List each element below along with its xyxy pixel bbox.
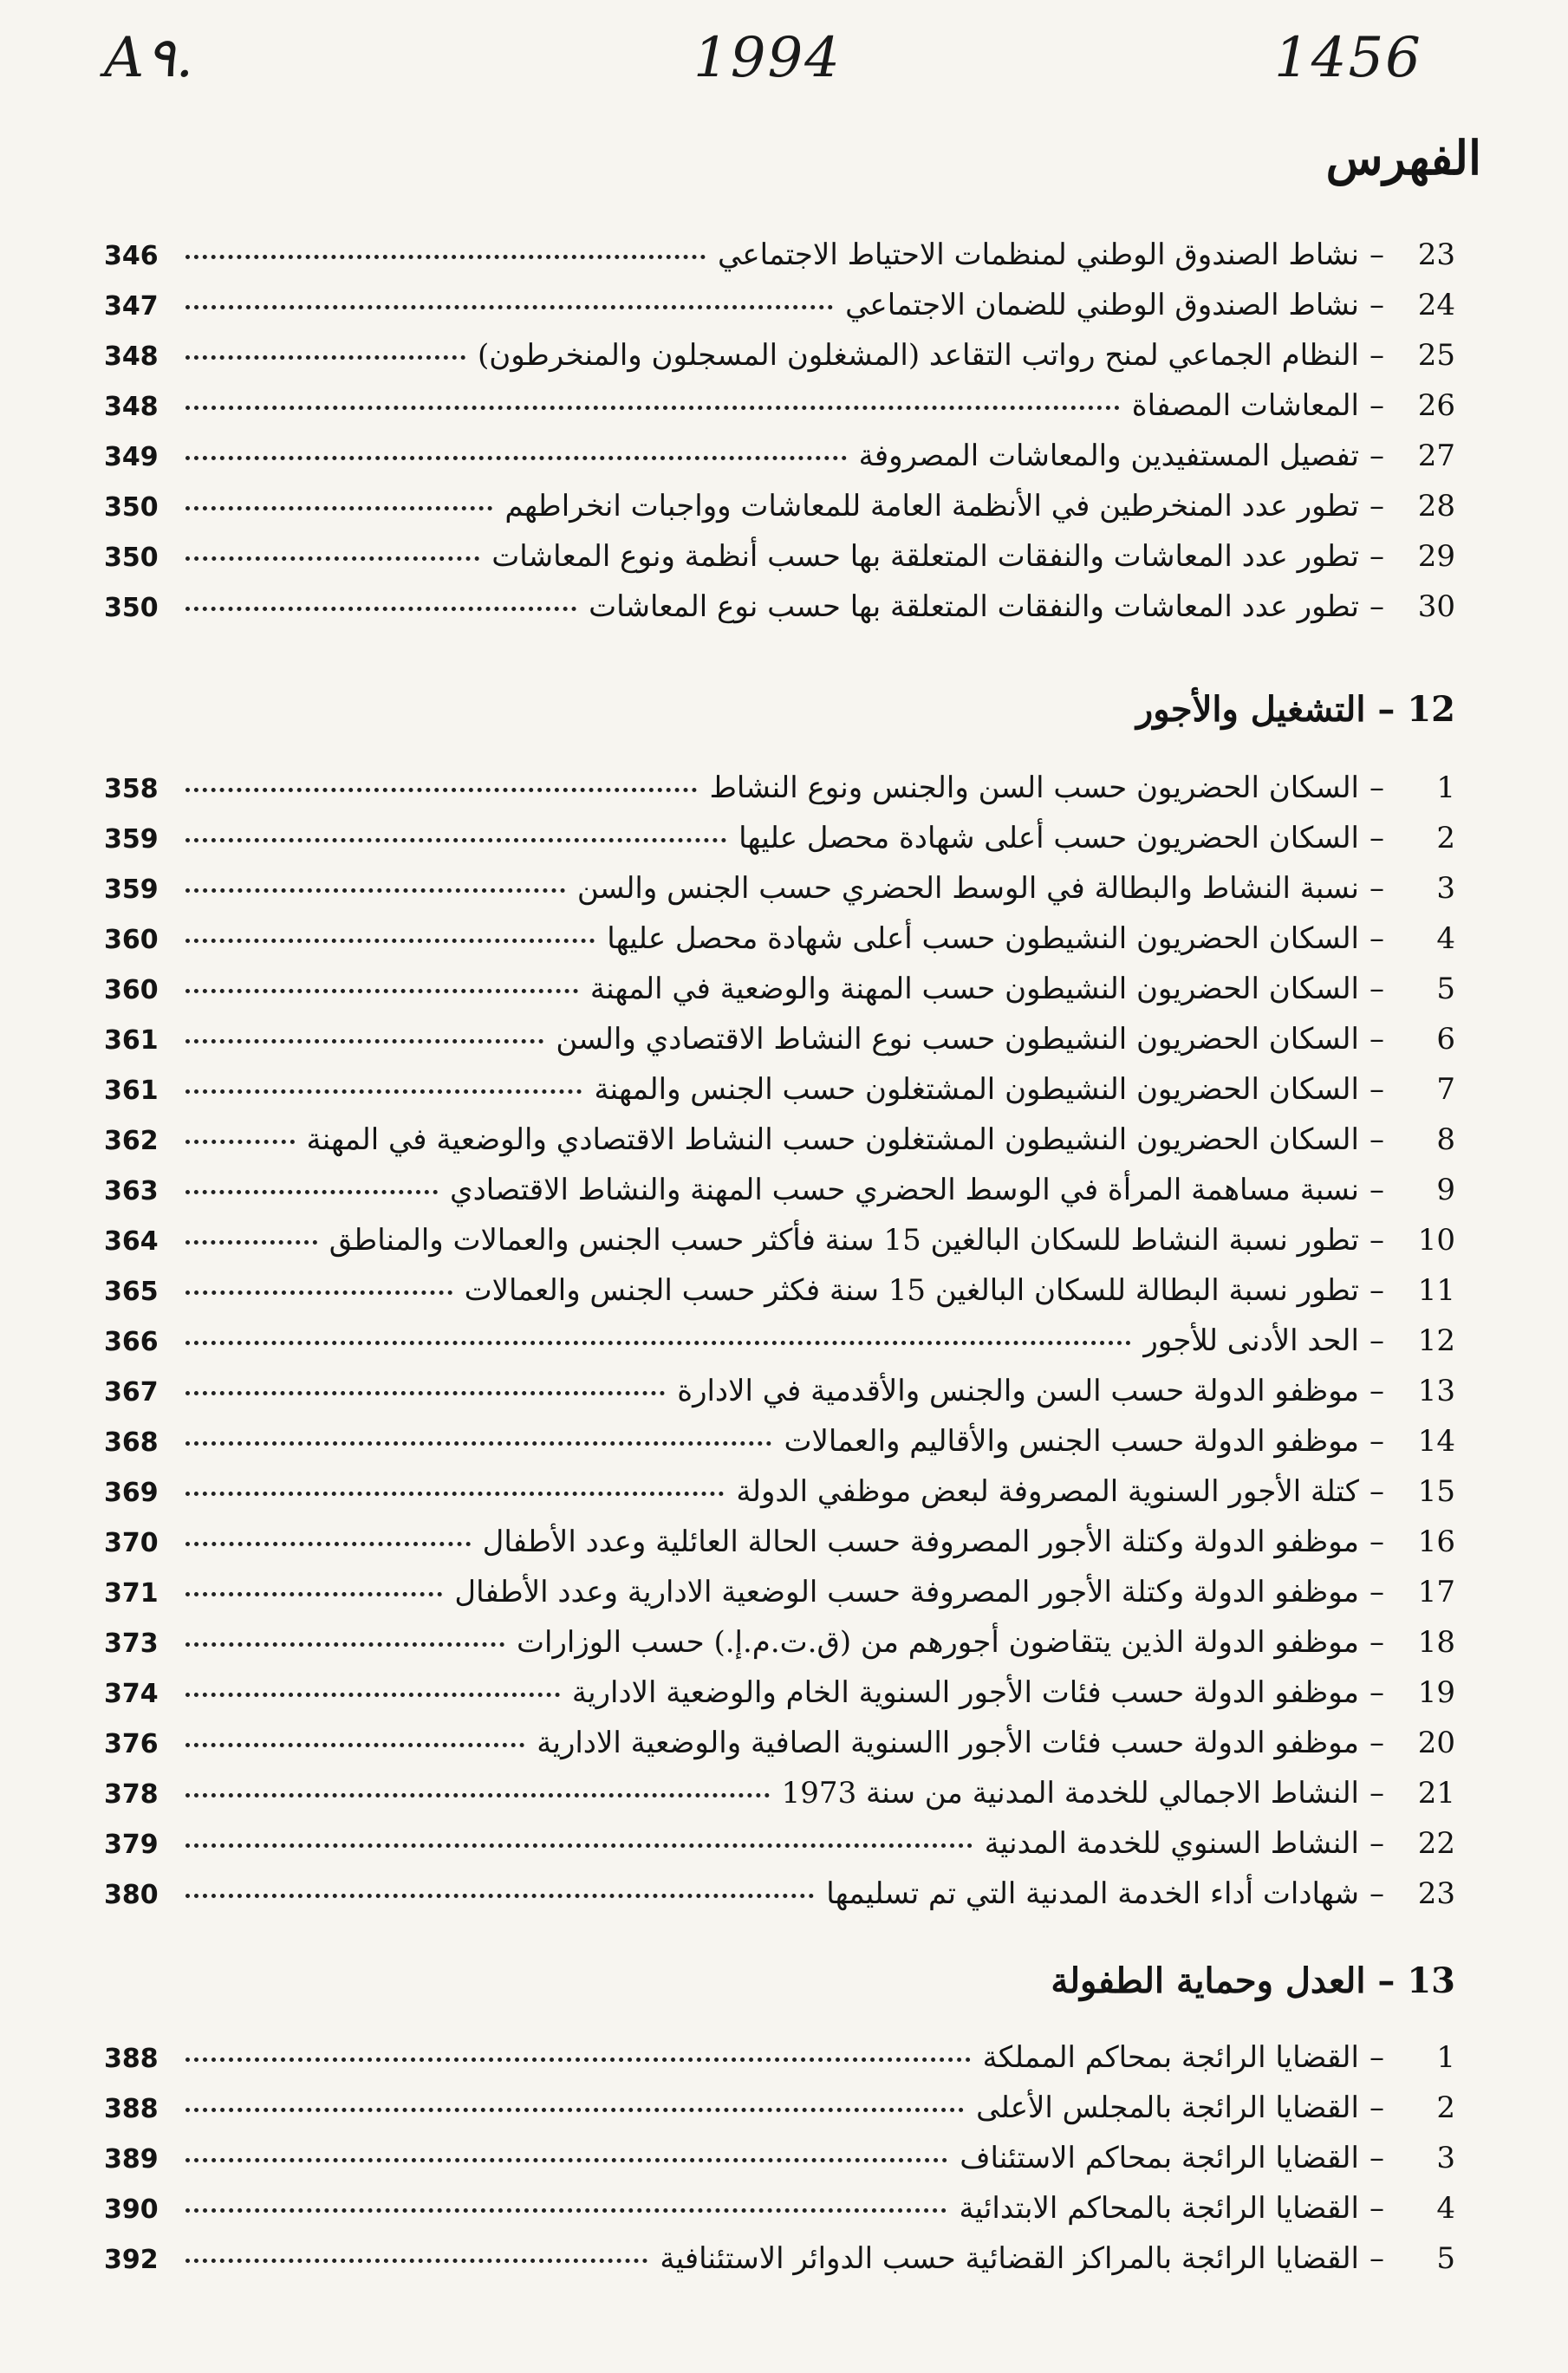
dot-leader (185, 2155, 947, 2162)
entry-title: القضايا الرائجة بمحاكم المملكة (982, 2040, 1359, 2075)
dot-leader (185, 1538, 471, 1546)
toc-entry (104, 1768, 1455, 1818)
dot-leader (185, 1438, 771, 1446)
entry-page-number: 376 (104, 1729, 159, 1759)
entry-number: 13 (1417, 1374, 1455, 1408)
entry-title: نشاط الصندوق الوطني لمنظمات الاحتياط الاجتماعي (718, 237, 1359, 272)
toc-entry (104, 1165, 1455, 1215)
entry-page-number: 360 (104, 975, 159, 1005)
entry-page-number: 378 (104, 1779, 159, 1810)
dot-leader (185, 885, 565, 893)
entry-title: السكان الحضريون النشيطون حسب أعلى شهادة محصل عليها (607, 921, 1359, 956)
entry-number: 17 (1417, 1575, 1455, 1609)
entry-dash: – (1370, 1424, 1384, 1459)
entry-dash: – (1370, 1625, 1384, 1660)
dot-leader (185, 1639, 504, 1647)
entry-page-number: 361 (104, 1076, 159, 1106)
dot-leader (185, 352, 465, 360)
entry-page-number: 359 (104, 874, 159, 905)
entry-dash: – (1370, 1876, 1384, 1911)
entry-title: تطور نسبة البطالة للسكان البالغين 15 سنة فكثر حسب الجنس والعمالات (464, 1273, 1359, 1308)
entry-title: تطور عدد المعاشات والنفقات المتعلقة بها حسب نوع المعاشات (589, 589, 1359, 624)
toc-section-pensions (104, 230, 1455, 632)
dot-leader (185, 835, 726, 842)
entry-number: 24 (1417, 288, 1455, 322)
entry-number: 4 (1436, 2191, 1455, 2226)
entry-page-number: 390 (104, 2194, 159, 2225)
entry-title: السكان الحضريون حسب السن والجنس ونوع النشاط (709, 770, 1359, 805)
entry-number: 18 (1417, 1625, 1455, 1660)
entry-number: 21 (1417, 1776, 1455, 1811)
toc-entry (104, 763, 1455, 813)
entry-title: النشاط السنوي للخدمة المدنية (984, 1826, 1359, 1861)
entry-page-number: 360 (104, 925, 159, 955)
entry-dash: – (1370, 288, 1384, 322)
entry-title: تفصيل المستفيدين والمعاشات المصروفة (858, 439, 1359, 473)
page-title: الفهرس (1325, 130, 1481, 185)
entry-number: 8 (1436, 1122, 1455, 1157)
entry-dash: – (1370, 921, 1384, 956)
entry-page-number: 388 (104, 2094, 159, 2124)
dot-leader (185, 402, 1120, 410)
entry-page-number: 388 (104, 2044, 159, 2074)
entry-title: نشاط الصندوق الوطني للضمان الاجتماعي (845, 288, 1359, 322)
entry-title: السكان الحضريون النشيطون حسب نوع النشاط الاقتصادي والسن (556, 1022, 1359, 1056)
entry-title: موظفو الدولة وكتلة الأجور المصروفة حسب الوضعية الادارية وعدد الأطفال (454, 1575, 1359, 1609)
entry-number: 15 (1417, 1474, 1455, 1509)
toc-entry (104, 582, 1455, 632)
dot-leader (185, 2205, 947, 2213)
toc-entry (104, 2183, 1455, 2233)
entry-number: 23 (1417, 1876, 1455, 1911)
entry-page-number: 367 (104, 1377, 159, 1408)
entry-title: شهادات أداء الخدمة المدنية التي تم تسليمها (826, 1876, 1359, 1911)
dot-leader (185, 784, 697, 792)
entry-number: 19 (1417, 1675, 1455, 1710)
entry-dash: – (1370, 1273, 1384, 1308)
toc-entry (104, 1115, 1455, 1165)
toc-entry (104, 330, 1455, 380)
toc-section-employment (104, 763, 1455, 1919)
toc-entry (104, 1064, 1455, 1115)
toc-entry (104, 230, 1455, 280)
entry-dash: – (1370, 388, 1384, 423)
entry-dash: – (1370, 1575, 1384, 1609)
dot-leader (185, 1840, 973, 1848)
entry-dash: – (1370, 2090, 1384, 2125)
entry-number: 14 (1417, 1424, 1455, 1459)
toc-entry (104, 280, 1455, 330)
entry-dash: – (1370, 1474, 1384, 1509)
entry-dash: – (1370, 2241, 1384, 2276)
entry-dash: – (1370, 821, 1384, 855)
entry-dash: – (1370, 439, 1384, 473)
toc-section-justice (104, 2032, 1455, 2284)
entry-title: القضايا الرائجة بالمجلس الأعلى (976, 2090, 1359, 2125)
entry-dash: – (1370, 1675, 1384, 1710)
toc-entry (104, 2133, 1455, 2183)
entry-page-number: 350 (104, 593, 159, 623)
entry-number: 3 (1436, 2141, 1455, 2175)
entry-dash: – (1370, 1374, 1384, 1408)
dot-leader (185, 503, 492, 510)
dot-leader (185, 1136, 295, 1144)
entry-page-number: 365 (104, 1277, 159, 1307)
entry-title: السكان الحضريون النشيطون حسب المهنة والوضعية في المهنة (589, 972, 1359, 1006)
toc-entry (104, 2032, 1455, 2083)
entry-dash: – (1370, 489, 1384, 523)
handwritten-year: 1994 (693, 26, 842, 90)
entry-title: القضايا الرائجة بمحاكم الاستئناف (960, 2141, 1359, 2175)
entry-title: كتلة الأجور السنوية المصروفة لبعض موظفي الدولة (736, 1474, 1359, 1509)
entry-dash: – (1370, 1726, 1384, 1760)
dot-leader (185, 1890, 814, 1898)
entry-dash: – (1370, 1173, 1384, 1207)
entry-title: تطور عدد المعاشات والنفقات المتعلقة بها حسب أنظمة ونوع المعاشات (491, 539, 1359, 574)
dot-leader (185, 302, 833, 309)
entry-page-number: 348 (104, 392, 159, 422)
entry-number: 29 (1417, 539, 1455, 574)
entry-page-number: 347 (104, 291, 159, 322)
entry-title: نسبة مساهمة المرأة في الوسط الحضري حسب المهنة والنشاط الاقتصادي (449, 1173, 1359, 1207)
entry-title: النظام الجماعي لمنح رواتب التقاعد (المشغلون المسجلون والمنخرطون) (477, 338, 1359, 373)
entry-title: موظفو الدولة حسب الجنس والأقاليم والعمالات (784, 1424, 1359, 1459)
entry-title: النشاط الاجمالي للخدمة المدنية من سنة 1973 (781, 1776, 1359, 1811)
toc-entry (104, 964, 1455, 1014)
toc-entry (104, 913, 1455, 964)
entry-title: السكان الحضريون حسب أعلى شهادة محصل عليها (738, 821, 1359, 855)
entry-dash: – (1370, 1223, 1384, 1258)
entry-page-number: 379 (104, 1830, 159, 1860)
entry-number: 25 (1417, 338, 1455, 373)
dot-leader (185, 1388, 665, 1395)
toc-entry (104, 1567, 1455, 1617)
toc-entry (104, 813, 1455, 863)
entry-dash: – (1370, 972, 1384, 1006)
entry-dash: – (1370, 1776, 1384, 1811)
entry-title: موظفو الدولة حسب فئات الأجور السنوية الخام والوضعية الادارية (571, 1675, 1359, 1710)
entry-page-number: 359 (104, 824, 159, 855)
section-heading-employment: 12 – التشغيل والأجور (1135, 689, 1455, 730)
handwritten-note-left: A۹. (104, 26, 193, 90)
dot-leader (185, 1689, 560, 1697)
entry-number: 22 (1417, 1826, 1455, 1861)
toc-entry (104, 431, 1455, 481)
entry-page-number: 374 (104, 1679, 159, 1709)
toc-entry (104, 1316, 1455, 1366)
entry-number: 27 (1417, 439, 1455, 473)
entry-title: موظفو الدولة حسب السن والجنس والأقدمية في الادارة (677, 1374, 1359, 1408)
dot-leader (185, 2104, 964, 2112)
toc-entry (104, 1366, 1455, 1416)
entry-title: موظفو الدولة حسب فئات الأجور االسنوية الصافية والوضعية الادارية (537, 1726, 1359, 1760)
entry-dash: – (1370, 589, 1384, 624)
toc-entry (104, 481, 1455, 531)
entry-dash: – (1370, 770, 1384, 805)
entry-dash: – (1370, 1323, 1384, 1358)
dot-leader (185, 1488, 724, 1496)
entry-number: 12 (1417, 1323, 1455, 1358)
entry-number: 11 (1417, 1273, 1455, 1308)
toc-entry (104, 1014, 1455, 1064)
entry-title: القضايا الرائجة بالمراكز القضائية حسب الدوائر الاستئنافية (660, 2241, 1359, 2276)
entry-dash: – (1370, 1525, 1384, 1559)
entry-dash: – (1370, 2040, 1384, 2075)
entry-number: 2 (1436, 821, 1455, 855)
entry-title: القضايا الرائجة بالمحاكم الابتدائية (959, 2191, 1359, 2226)
entry-number: 4 (1436, 921, 1455, 956)
toc-entry (104, 1215, 1455, 1265)
toc-entry (104, 1466, 1455, 1517)
entry-number: 30 (1417, 589, 1455, 624)
dot-leader (185, 1287, 452, 1295)
entry-title: موظفو الدولة وكتلة الأجور المصروفة حسب الحالة العائلية وعدد الأطفال (482, 1525, 1359, 1559)
dot-leader (185, 1237, 317, 1245)
toc-entry (104, 1416, 1455, 1466)
entry-page-number: 349 (104, 442, 159, 472)
entry-title: نسبة النشاط والبطالة في الوسط الحضري حسب الجنس والسن (576, 871, 1359, 906)
entry-title: السكان الحضريون النشيطون المشتغلون حسب النشاط الاقتصادي والوضعية في المهنة (306, 1122, 1359, 1157)
dot-leader (185, 452, 847, 460)
toc-entry (104, 2083, 1455, 2133)
entry-page-number: 350 (104, 543, 159, 573)
entry-title: المعاشات المصفاة (1131, 388, 1359, 423)
entry-dash: – (1370, 871, 1384, 906)
entry-dash: – (1370, 1072, 1384, 1107)
entry-dash: – (1370, 1122, 1384, 1157)
dot-leader (185, 251, 706, 259)
toc-entry (104, 1718, 1455, 1768)
entry-dash: – (1370, 2141, 1384, 2175)
entry-number: 9 (1436, 1173, 1455, 1207)
entry-page-number: 363 (104, 1176, 159, 1206)
entry-number: 10 (1417, 1223, 1455, 1258)
entry-number: 28 (1417, 489, 1455, 523)
dot-leader (185, 2255, 647, 2263)
entry-number: 23 (1417, 237, 1455, 272)
dot-leader (185, 1186, 438, 1194)
dot-leader (185, 2054, 971, 2062)
entry-page-number: 369 (104, 1478, 159, 1508)
entry-dash: – (1370, 1022, 1384, 1056)
entry-page-number: 361 (104, 1025, 159, 1056)
entry-page-number: 348 (104, 341, 159, 372)
entry-page-number: 362 (104, 1126, 159, 1156)
entry-page-number: 364 (104, 1226, 159, 1257)
toc-entry (104, 531, 1455, 582)
entry-number: 1 (1436, 2040, 1455, 2075)
toc-entry (104, 1869, 1455, 1919)
toc-entry (104, 1668, 1455, 1718)
entry-page-number: 370 (104, 1528, 159, 1558)
dot-leader (185, 1086, 582, 1094)
toc-entry (104, 1517, 1455, 1567)
entry-dash: – (1370, 338, 1384, 373)
dot-leader (185, 1589, 442, 1596)
entry-number: 7 (1436, 1072, 1455, 1107)
entry-dash: – (1370, 539, 1384, 574)
entry-page-number: 368 (104, 1427, 159, 1458)
entry-number: 3 (1436, 871, 1455, 906)
entry-page-number: 373 (104, 1629, 159, 1659)
toc-entry (104, 1265, 1455, 1316)
entry-number: 1 (1436, 770, 1455, 805)
dot-leader (185, 603, 576, 611)
entry-number: 6 (1436, 1022, 1455, 1056)
entry-dash: – (1370, 1826, 1384, 1861)
entry-number: 20 (1417, 1726, 1455, 1760)
entry-number: 5 (1436, 972, 1455, 1006)
dot-leader (185, 1790, 770, 1798)
entry-page-number: 389 (104, 2144, 159, 2175)
toc-entry (104, 380, 1455, 431)
entry-page-number: 371 (104, 1578, 159, 1609)
entry-page-number: 350 (104, 492, 159, 523)
dot-leader (185, 935, 595, 943)
entry-page-number: 366 (104, 1327, 159, 1357)
entry-title: الحد الأدنى للأجور (1143, 1323, 1359, 1358)
dot-leader (185, 553, 479, 561)
entry-title: السكان الحضريون النشيطون المشتغلون حسب الجنس والمهنة (594, 1072, 1359, 1107)
entry-page-number: 358 (104, 774, 159, 804)
entry-number: 2 (1436, 2090, 1455, 2125)
entry-dash: – (1370, 237, 1384, 272)
dot-leader (185, 985, 578, 993)
entry-title: موظفو الدولة الذين يتقاضون أجورهم من (ق.ت.م.إ.) حسب الوزارات (517, 1625, 1359, 1660)
toc-entry (104, 2233, 1455, 2284)
dot-leader (185, 1036, 543, 1043)
entry-title: تطور نسبة النشاط للسكان البالغين 15 سنة فأكثر حسب الجنس والعمالات والمناطق (329, 1223, 1359, 1258)
entry-page-number: 392 (104, 2245, 159, 2275)
dot-leader (185, 1337, 1131, 1345)
section-heading-justice: 13 – العدل وحماية الطفولة (1051, 1960, 1455, 2001)
entry-number: 26 (1417, 388, 1455, 423)
dot-leader (185, 1739, 524, 1747)
entry-page-number: 346 (104, 241, 159, 271)
entry-dash: – (1370, 2191, 1384, 2226)
entry-number: 16 (1417, 1525, 1455, 1559)
toc-entry (104, 1617, 1455, 1668)
toc-entry (104, 863, 1455, 913)
entry-number: 5 (1436, 2241, 1455, 2276)
toc-entry (104, 1818, 1455, 1869)
entry-page-number: 380 (104, 1880, 159, 1910)
handwritten-number-right: 1456 (1274, 26, 1422, 90)
entry-title: تطور عدد المنخرطين في الأنظمة العامة للمعاشات وواجبات انخراطهم (504, 489, 1359, 523)
